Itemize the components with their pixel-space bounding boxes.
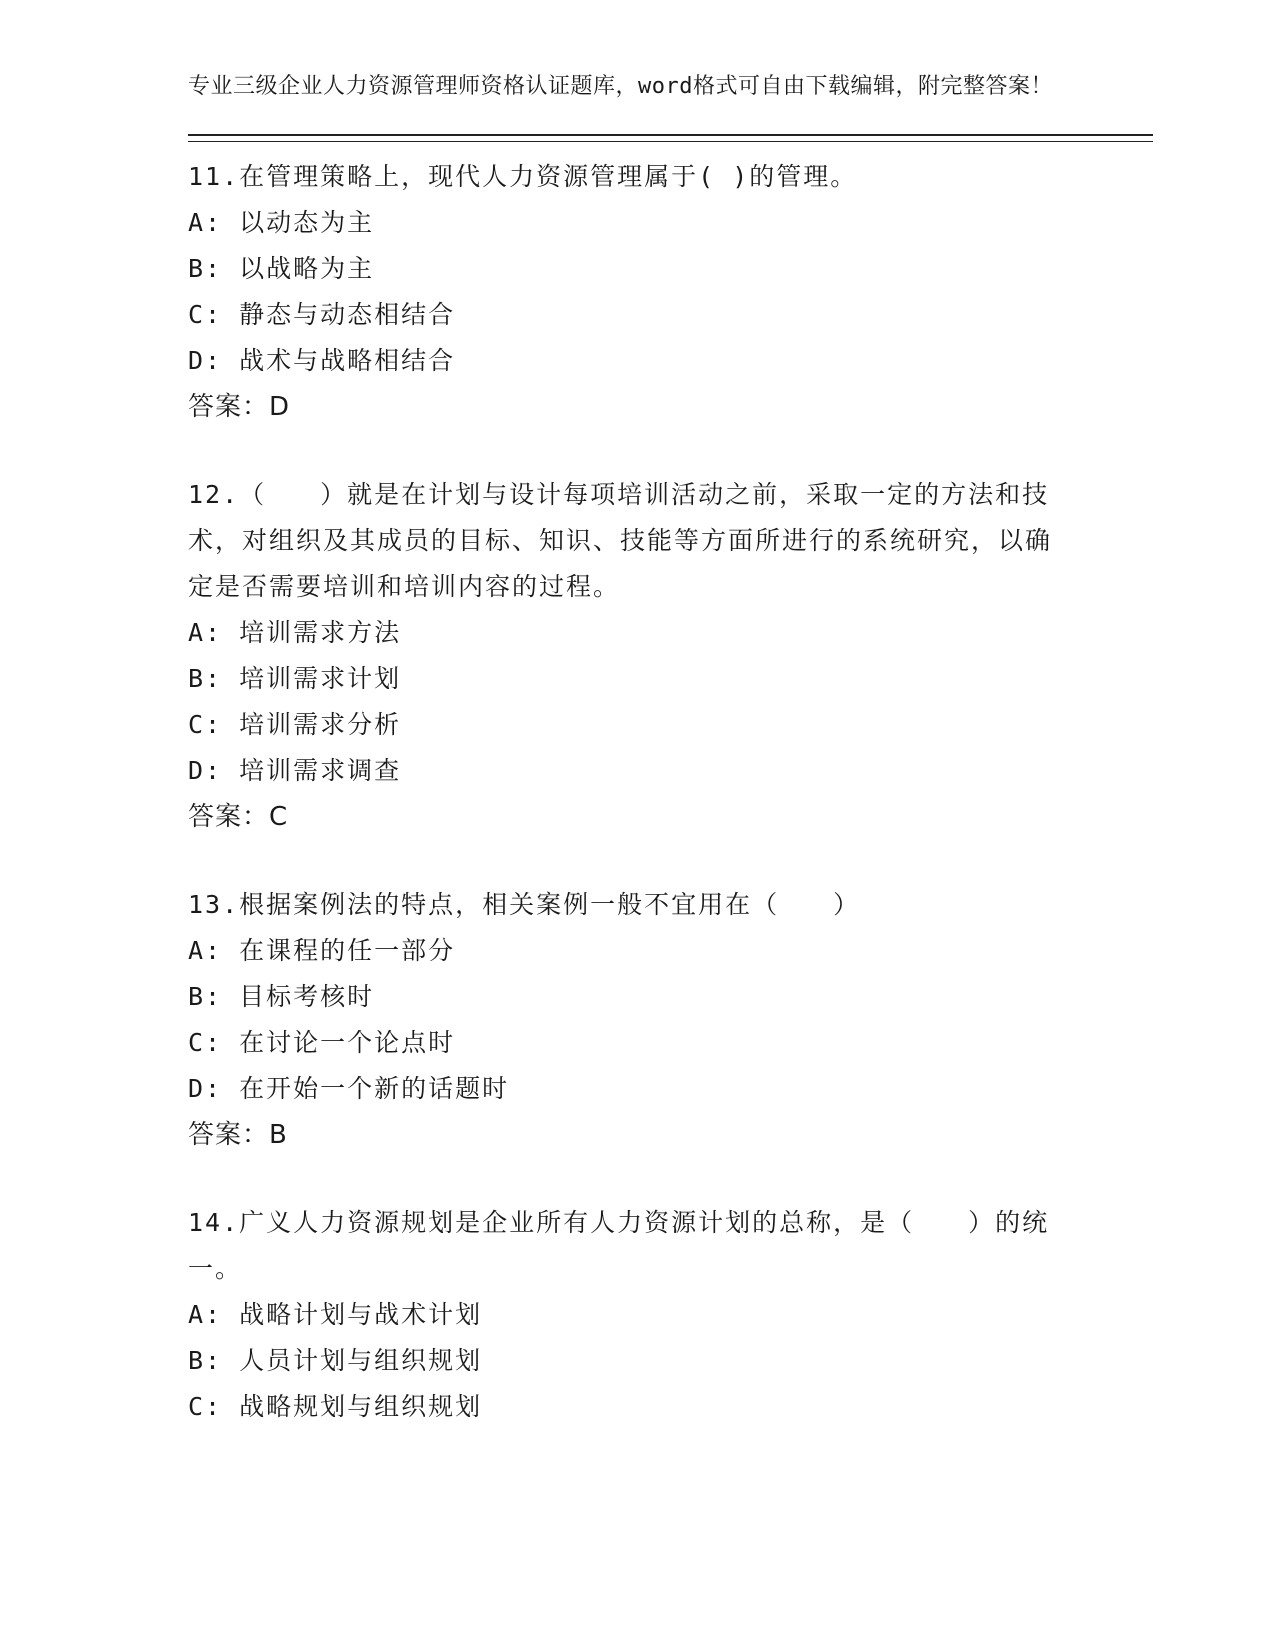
option-c: C: 静态与动态相结合 xyxy=(188,300,456,329)
question-text: 12.（ ）就是在计划与设计每项培训活动之前，采取一定的方法和技术，对组织及其成员的目标、知识、技能等方面所进行的系统研究，以确定是否需要培训和培训内容的过程。 xyxy=(188,480,1053,601)
question-text: 13.根据案例法的特点，相关案例一般不宜用在（ ） xyxy=(188,890,861,919)
question-12 xyxy=(188,472,1153,840)
option-a: A: 以动态为主 xyxy=(188,208,375,237)
option-b: B: 培训需求计划 xyxy=(188,664,402,693)
option-c: C: 培训需求分析 xyxy=(188,710,402,739)
option-b: B: 人员计划与组织规划 xyxy=(188,1346,483,1375)
question-14 xyxy=(188,1200,1153,1430)
option-c: C: 战略规划与组织规划 xyxy=(188,1392,483,1421)
option-d: D: 在开始一个新的话题时 xyxy=(188,1074,510,1103)
question-text: 11.在管理策略上，现代人力资源管理属于( )的管理。 xyxy=(188,162,858,191)
option-b: B: 目标考核时 xyxy=(188,982,375,1011)
question-list xyxy=(188,154,1153,1430)
answer-line: 答案：D xyxy=(188,392,291,422)
question-13 xyxy=(188,882,1153,1158)
header-divider xyxy=(188,134,1153,142)
question-text: 14.广义人力资源规划是企业所有人力资源计划的总称，是（ ）的统一。 xyxy=(188,1208,1050,1283)
option-d: D: 培训需求调查 xyxy=(188,756,402,785)
option-a: A: 战略计划与战术计划 xyxy=(188,1300,483,1329)
option-a: A: 在课程的任一部分 xyxy=(188,936,456,965)
document-header: 专业三级企业人力资源管理师资格认证题库，word格式可自由下载编辑，附完整答案！ xyxy=(188,74,1053,99)
question-11 xyxy=(188,154,1153,430)
option-b: B: 以战略为主 xyxy=(188,254,375,283)
option-d: D: 战术与战略相结合 xyxy=(188,346,456,375)
answer-line: 答案：C xyxy=(188,802,289,832)
document-page xyxy=(188,72,1153,1472)
option-c: C: 在讨论一个论点时 xyxy=(188,1028,456,1057)
option-a: A: 培训需求方法 xyxy=(188,618,402,647)
answer-line: 答案：B xyxy=(188,1120,288,1150)
